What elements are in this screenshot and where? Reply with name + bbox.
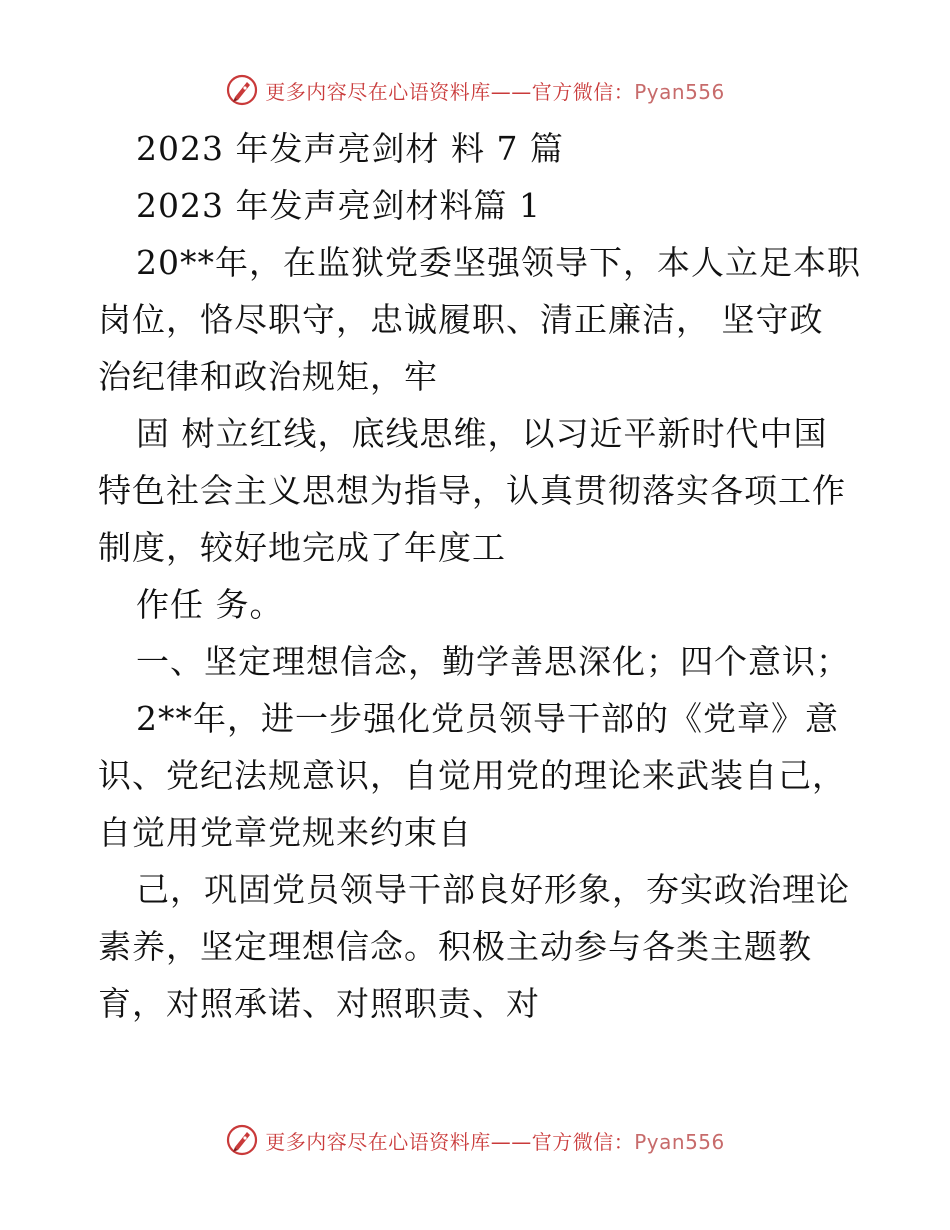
doc-line: 岗位，恪尽职守，忠诚履职、清正廉洁， 坚守政 <box>98 300 824 339</box>
doc-line: 特色社会主义思想为指导，认真贯彻落实各项工作 <box>98 471 846 510</box>
footer-banner-separator: —— <box>490 1129 532 1154</box>
header-banner-title: 更多内容尽在心语资料库 <box>265 79 491 104</box>
doc-line: 20**年，在监狱党委坚强领导下，本人立足本职 <box>136 243 861 282</box>
doc-line: 作任 务。 <box>136 585 284 624</box>
pen-nib-logo-icon <box>225 1123 259 1157</box>
document-body <box>98 120 861 1032</box>
header-banner-text <box>265 76 725 105</box>
doc-line: 素养，坚定理想信念。积极主动参与各类主题教 <box>98 927 812 966</box>
footer-banner-wechat-id: Pyan556 <box>634 1129 725 1154</box>
doc-line: 己，巩固党员领导干部良好形象，夯实政治理论 <box>136 870 850 909</box>
doc-section-heading: 一、坚定理想信念，勤学善思深化；四个意识； <box>136 642 850 681</box>
header-banner <box>0 70 950 110</box>
doc-line: 治纪律和政治规矩，牢 <box>98 357 438 396</box>
header-banner-separator: —— <box>490 79 532 104</box>
footer-banner-wechat-label: 官方微信： <box>531 1129 635 1154</box>
doc-line: 育，对照承诺、对照职责、对 <box>98 984 540 1023</box>
doc-line: 固 树立红线，底线思维，以习近平新时代中国 <box>136 414 828 453</box>
doc-line: 自觉用党章党规来约束自 <box>98 813 472 852</box>
header-banner-wechat-label: 官方微信： <box>531 79 635 104</box>
footer-banner-text <box>265 1126 725 1155</box>
footer-banner-title: 更多内容尽在心语资料库 <box>265 1129 491 1154</box>
doc-subtitle: 2023 年发声亮剑材料篇 1 <box>136 186 541 225</box>
doc-title: 2023 年发声亮剑材 料 7 篇 <box>136 129 564 168</box>
header-banner-wechat-id: Pyan556 <box>634 79 725 104</box>
pen-nib-logo-icon <box>225 73 259 107</box>
footer-banner <box>0 1120 950 1160</box>
doc-line: 2**年，进一步强化党员领导干部的《党章》意 <box>136 699 839 738</box>
doc-line: 制度，较好地完成了年度工 <box>98 528 506 567</box>
doc-line: 识、党纪法规意识，自觉用党的理论来武装自己， <box>98 756 846 795</box>
